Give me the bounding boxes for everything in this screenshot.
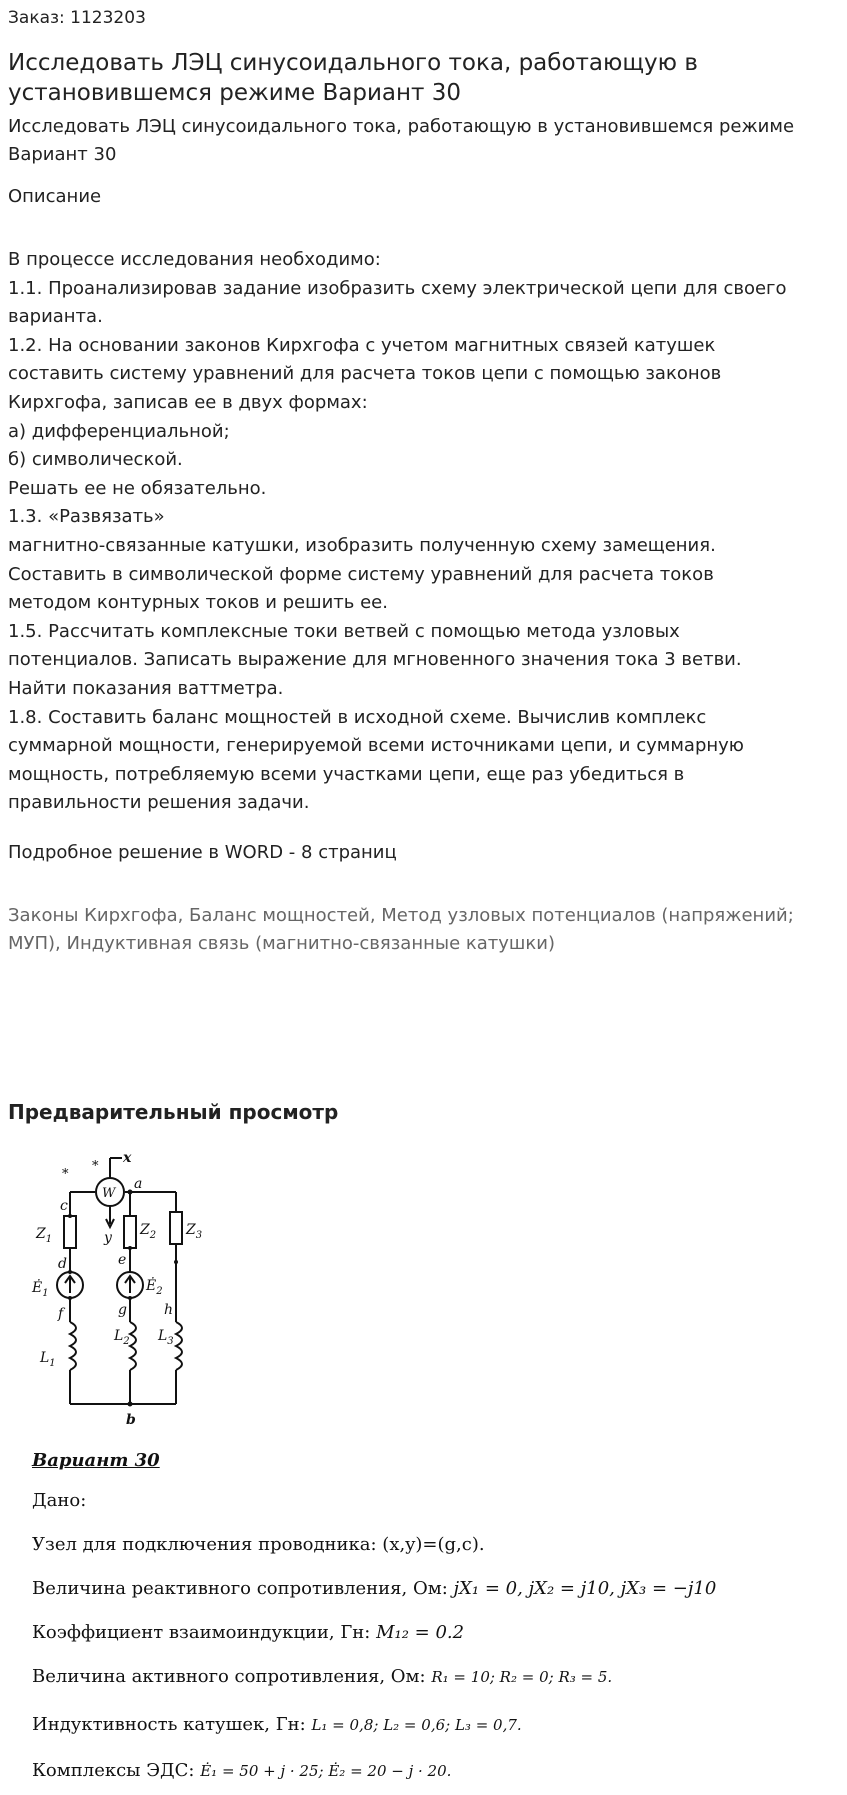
- given-label: Дано:: [32, 1490, 87, 1511]
- description-line: Найти показания ваттметра.: [8, 677, 284, 699]
- emf-values: Ė₁ = 50 + j · 25; Ė₂ = 20 − j · 20.: [200, 1762, 452, 1780]
- inductance-values: L₁ = 0,8; L₂ = 0,6; L₃ = 0,7.: [311, 1716, 522, 1734]
- page-subtitle: Исследовать ЛЭЦ синусоидального тока, работающую в установившемся режиме Вариант 30: [8, 116, 795, 165]
- label-y: y: [104, 1230, 112, 1246]
- active-label: Величина активного сопротивления, Ом:: [32, 1666, 426, 1687]
- inductance-label: Индуктивность катушек, Гн:: [32, 1714, 306, 1735]
- description-line: В процессе исследования необходимо:: [8, 249, 381, 270]
- label-e2: $Ė_2$: [146, 1278, 163, 1297]
- description-line: 1.8. Составить баланс мощностей в исходной схеме. Вычислив комплекс: [8, 706, 707, 728]
- description-heading: Описание: [8, 186, 102, 207]
- description-line: а) дифференциальной;: [8, 420, 230, 442]
- star-mark: *: [92, 1159, 99, 1174]
- mutual-label: Коэффициент взаимоиндукции, Гн:: [32, 1622, 371, 1643]
- tags[interactable]: Законы Кирхгофа, Баланс мощностей, Метод узловых потенциалов (напряжений; МУП), Индуктивная связь (магнитно-связанные катушки): [8, 905, 794, 954]
- circuit-diagram: [28, 1142, 228, 1432]
- description-line: варианта.: [8, 306, 103, 328]
- description-line: Кирхгофа, записав ее в двух формах:: [8, 391, 368, 413]
- label-e: e: [118, 1252, 127, 1268]
- description-line: 1.3. «Развязать»: [8, 506, 165, 528]
- mutual-line: [32, 1622, 464, 1643]
- reactive-values: jX₁ = 0, jX₂ = j10, jX₃ = −j10: [453, 1578, 717, 1599]
- inductance-line: [32, 1714, 522, 1735]
- label-a: a: [134, 1176, 143, 1192]
- description-line: б) символической.: [8, 449, 183, 471]
- mutual-value: M₁₂ = 0.2: [376, 1622, 465, 1643]
- emf-label: Комплексы ЭДС:: [32, 1760, 195, 1781]
- label-f: f: [58, 1306, 64, 1322]
- description-line: 1.2. На основании законов Кирхгофа с учетом магнитных связей катушек: [8, 334, 716, 356]
- label-g: g: [118, 1302, 127, 1318]
- label-z3: $Z_3$: [186, 1222, 203, 1241]
- description-line: потенциалов. Записать выражение для мгновенного значения тока 3 ветви.: [8, 649, 742, 671]
- preview-heading: Предварительный просмотр: [8, 1100, 339, 1124]
- reactive-label: Величина реактивного сопротивления, Ом:: [32, 1578, 448, 1599]
- label-c: c: [60, 1198, 68, 1214]
- description-body: [8, 246, 838, 818]
- star-mark: *: [62, 1167, 69, 1182]
- label-l2: $L_2$: [114, 1328, 130, 1347]
- active-values: R₁ = 10; R₂ = 0; R₃ = 5.: [431, 1668, 613, 1686]
- word-note: Подробное решение в WORD - 8 страниц: [8, 842, 397, 863]
- node-line: Узел для подключения проводника: (x,y)=(g,c).: [32, 1534, 485, 1555]
- label-z1: $Z_1$: [36, 1226, 53, 1245]
- label-d: d: [58, 1256, 67, 1272]
- description-line: методом контурных токов и решить ее.: [8, 592, 388, 614]
- description-line: мощность, потребляемую всеми участками цепи, еще раз убедиться в: [8, 763, 685, 785]
- description-line: магнитно-связанные катушки, изобразить полученную схему замещения.: [8, 534, 716, 556]
- variant-title: Вариант 30: [32, 1450, 160, 1471]
- label-x: x: [123, 1150, 132, 1166]
- description-line: суммарной мощности, генерируемой всеми источниками цепи, и суммарную: [8, 735, 744, 757]
- emf-line: [32, 1760, 451, 1781]
- description-line: составить систему уравнений для расчета токов цепи с помощью законов: [8, 363, 722, 385]
- label-h: h: [164, 1302, 174, 1318]
- description-line: 1.1. Проанализировав задание изобразить схему электрической цепи для своего: [8, 277, 787, 299]
- description-line: Решать ее не обязательно.: [8, 477, 267, 499]
- wattmeter-label: W: [102, 1186, 116, 1201]
- label-l3: $L_3$: [158, 1328, 174, 1347]
- page-title: Исследовать ЛЭЦ синусоидального тока, работающую в установившемся режиме Вариант 30: [8, 50, 698, 106]
- order-number: Заказ: 1123203: [8, 8, 146, 28]
- label-e1: $Ė_1$: [32, 1280, 49, 1299]
- description-line: правильности решения задачи.: [8, 792, 310, 814]
- label-b: b: [126, 1412, 136, 1428]
- label-l1: $L_1$: [40, 1350, 56, 1369]
- description-line: 1.5. Рассчитать комплексные токи ветвей с помощью метода узловых: [8, 620, 680, 642]
- label-z2: $Z_2$: [140, 1222, 157, 1241]
- reactive-line: [32, 1578, 716, 1599]
- description-line: Составить в символической форме систему уравнений для расчета токов: [8, 563, 714, 585]
- active-line: [32, 1666, 612, 1687]
